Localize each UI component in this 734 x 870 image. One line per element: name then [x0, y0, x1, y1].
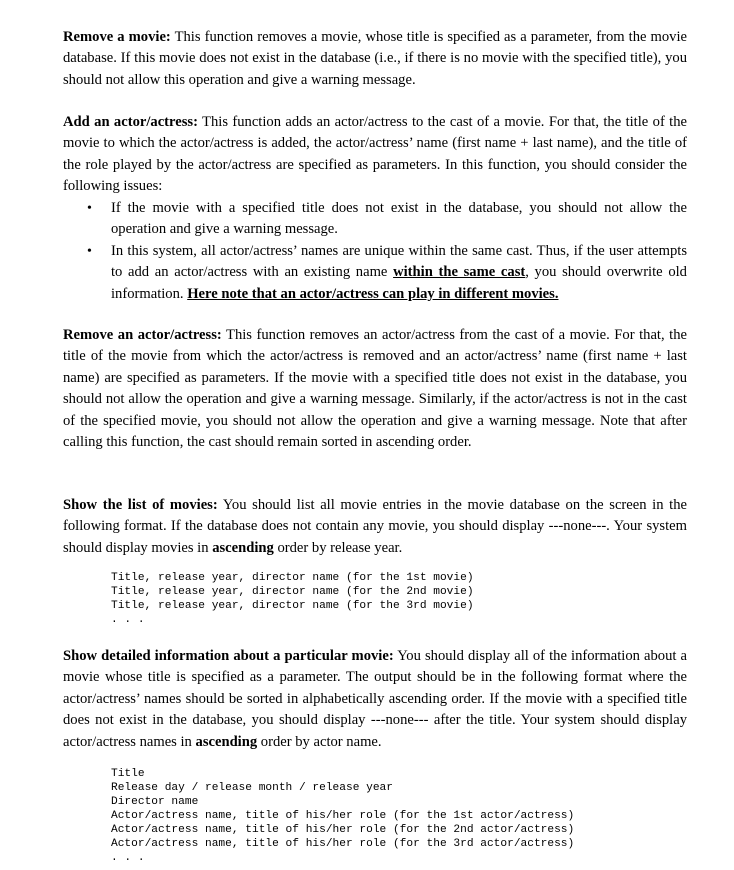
show-list-heading: Show the list of movies:	[63, 497, 218, 513]
show-list-text: order by release year.	[273, 539, 403, 556]
bullet-text: , you should overwrite old information.	[111, 264, 687, 302]
bullet-text: In this system, all actor/actress’ names are unique within the same cast. Thus, if the user attempts to add an actor/actress with an existing name	[111, 242, 687, 281]
show-list-paragraph	[63, 495, 687, 559]
add-actor-heading: Add an actor/actress:	[63, 114, 198, 130]
show-detail-text: You should display all of the information about a movie whose title is specified as a parameter. The output should be in the following format where the actor/actress’ names should be sorted in alphabetically ascending order. If the movie with a specified title does not exist in the database, you should display ---none--- after the title. Your system should display actor/actress names in	[63, 648, 687, 750]
movie-list-format-code: Title, release year, director name (for the 1st movie) Title, release year, director name (for the 2nd movie) Title, release year, director name (for the 3rd movie) . . .	[111, 572, 474, 626]
bullet-text: If the movie with a specified title does not exist in the database, you should not allow the operation and give a warning message.	[111, 200, 687, 238]
add-actor-bullets	[63, 198, 687, 305]
bullet-icon: •	[87, 201, 92, 216]
remove-actor-paragraph	[63, 325, 687, 453]
remove-movie-text: This function removes a movie, whose title is specified as a parameter, from the movie database. If this movie does not exist in the database (i.e., if there is no movie with the specified title), you should not allow this operation and give a warning message.	[63, 29, 688, 88]
remove-movie-heading: Remove a movie:	[63, 29, 171, 45]
add-actor-text: This function adds an actor/actress to the cast of a movie. For that, the title of the movie to which the actor/actress is added, the actor/actress’ name (first name + last name), and the title of the role played by the actor/actress are specified as parameters. In this function, you should consider the following issues:	[63, 114, 688, 195]
show-detail-text: order by actor name.	[257, 733, 382, 750]
bullet-item	[63, 241, 687, 305]
remove-movie-paragraph	[63, 27, 687, 91]
remove-actor-text: This function removes an actor/actress from the cast of a movie. For that, the title of the movie from which the actor/actress is removed and an actor/actress’ name (first name + last name) are specified as parameters. If the movie with a specified title does not exist in the database, you should not allow the operation and give a warning message. Similarly, if the actor/actress is not in the cast of the specified movie, you should not allow the operation and give a warning message. Note that after calling this function, the cast should remain sorted in ascending order.	[63, 327, 688, 451]
bullet-emphasis: Here note that an actor/actress can play in different movies.	[187, 285, 559, 302]
show-list-text: You should list all movie entries in the movie database on the screen in the following format. If the database does not contain any movie, you should display ---none---. Your system should display movies in	[63, 497, 687, 556]
show-detail-paragraph	[63, 646, 687, 753]
bullet-item	[63, 198, 687, 241]
show-detail-bold-word: ascending	[195, 733, 258, 750]
show-list-bold-word: ascending	[212, 539, 274, 556]
show-detail-heading: Show detailed information about a particular movie:	[63, 648, 394, 664]
bullet-icon: •	[87, 243, 92, 259]
add-actor-paragraph	[63, 112, 687, 198]
movie-detail-format-code: Title Release day / release month / release year Director name Actor/actress name, title of his/her role (for the 1st actor/actress) Actor/actress name, title of his/her role (for the 2nd actor/actress) Actor/actress name, title of his/her role (for the 3rd actor/actress) . . .	[111, 768, 575, 864]
remove-actor-heading: Remove an actor/actress:	[63, 327, 222, 343]
bullet-emphasis: within the same cast	[393, 264, 526, 281]
